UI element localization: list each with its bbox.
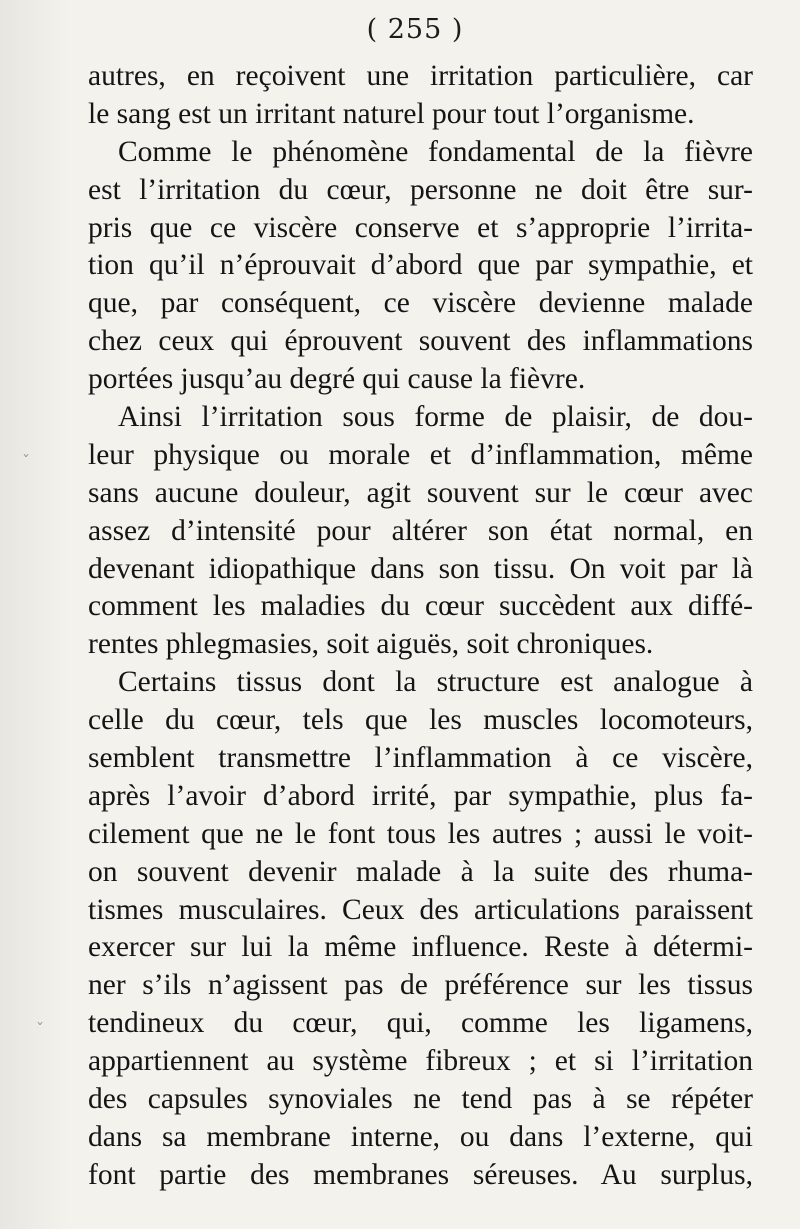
text-line: semblent transmettre l’inflammation à ce viscère, — [88, 742, 753, 775]
text-line: tion qu’il n’éprouvait d’abord que par sympathie, et — [88, 249, 753, 282]
text-line: est l’irritation du cœur, personne ne doit être sur- — [88, 173, 753, 206]
text-line: portées jusqu’au degré qui cause la fièvre. — [88, 363, 586, 396]
text-line: autres, en reçoivent une irritation particulière, car — [88, 60, 753, 92]
text-line: chez ceux qui éprouvent souvent des inflammations — [88, 325, 753, 358]
page-number: ( 255 ) — [366, 14, 464, 45]
text-line: appartiennent au système fibreux ; et si l’irritation — [88, 1045, 753, 1078]
text-line: Ainsi l’irritation sous forme de plaisir, de dou- — [118, 401, 753, 434]
body-text — [88, 58, 753, 1195]
text-line: font partie des membranes séreuses. Au surplus, — [88, 1158, 753, 1191]
text-line: tismes musculaires. Ceux des articulations paraissent — [88, 893, 753, 926]
text-line: Comme le phénomène fondamental de la fièvre — [118, 135, 753, 168]
text-line: après l’avoir d’abord irrité, par sympathie, plus fa- — [88, 779, 753, 812]
text-line: pris que ce viscère conserve et s’approprie l’irrita- — [88, 211, 753, 244]
text-line: celle du cœur, tels que les muscles locomoteurs, — [88, 704, 753, 737]
text-line: comment les maladies du cœur succèdent aux diffé- — [88, 590, 753, 623]
text-line: leur physique ou morale et d’inflammation, même — [88, 438, 753, 471]
paper-mark: ˇ — [36, 1020, 44, 1039]
text-line: devenant idiopathique dans son tissu. On voit par là — [88, 552, 753, 585]
text-line: des capsules synoviales ne tend pas à se répéter — [88, 1083, 753, 1116]
text-line: tendineux du cœur, qui, comme les ligamens, — [88, 1007, 753, 1040]
text-line: le sang est un irritant naturel pour tout l’organisme. — [88, 97, 695, 130]
text-line: sans aucune douleur, agit souvent sur le cœur avec — [88, 476, 753, 509]
text-line: que, par conséquent, ce viscère devienne malade — [88, 287, 753, 320]
text-line: exercer sur lui la même influence. Reste à détermi- — [88, 931, 753, 964]
text-line: rentes phlegmasies, soit aiguës, soit chroniques. — [88, 628, 654, 661]
paper-mark: ˇ — [22, 452, 30, 471]
text-line: ner s’ils n’agissent pas de préférence sur les tissus — [88, 969, 753, 1002]
text-line: Certains tissus dont la structure est analogue à — [118, 666, 753, 699]
text-line: cilement que ne le font tous les autres ; aussi le voit- — [88, 817, 753, 850]
text-line: assez d’intensité pour altérer son état normal, en — [88, 514, 753, 547]
text-line: on souvent devenir malade à la suite des rhuma- — [88, 855, 753, 888]
text-line: dans sa membrane interne, ou dans l’externe, qui — [88, 1120, 753, 1153]
